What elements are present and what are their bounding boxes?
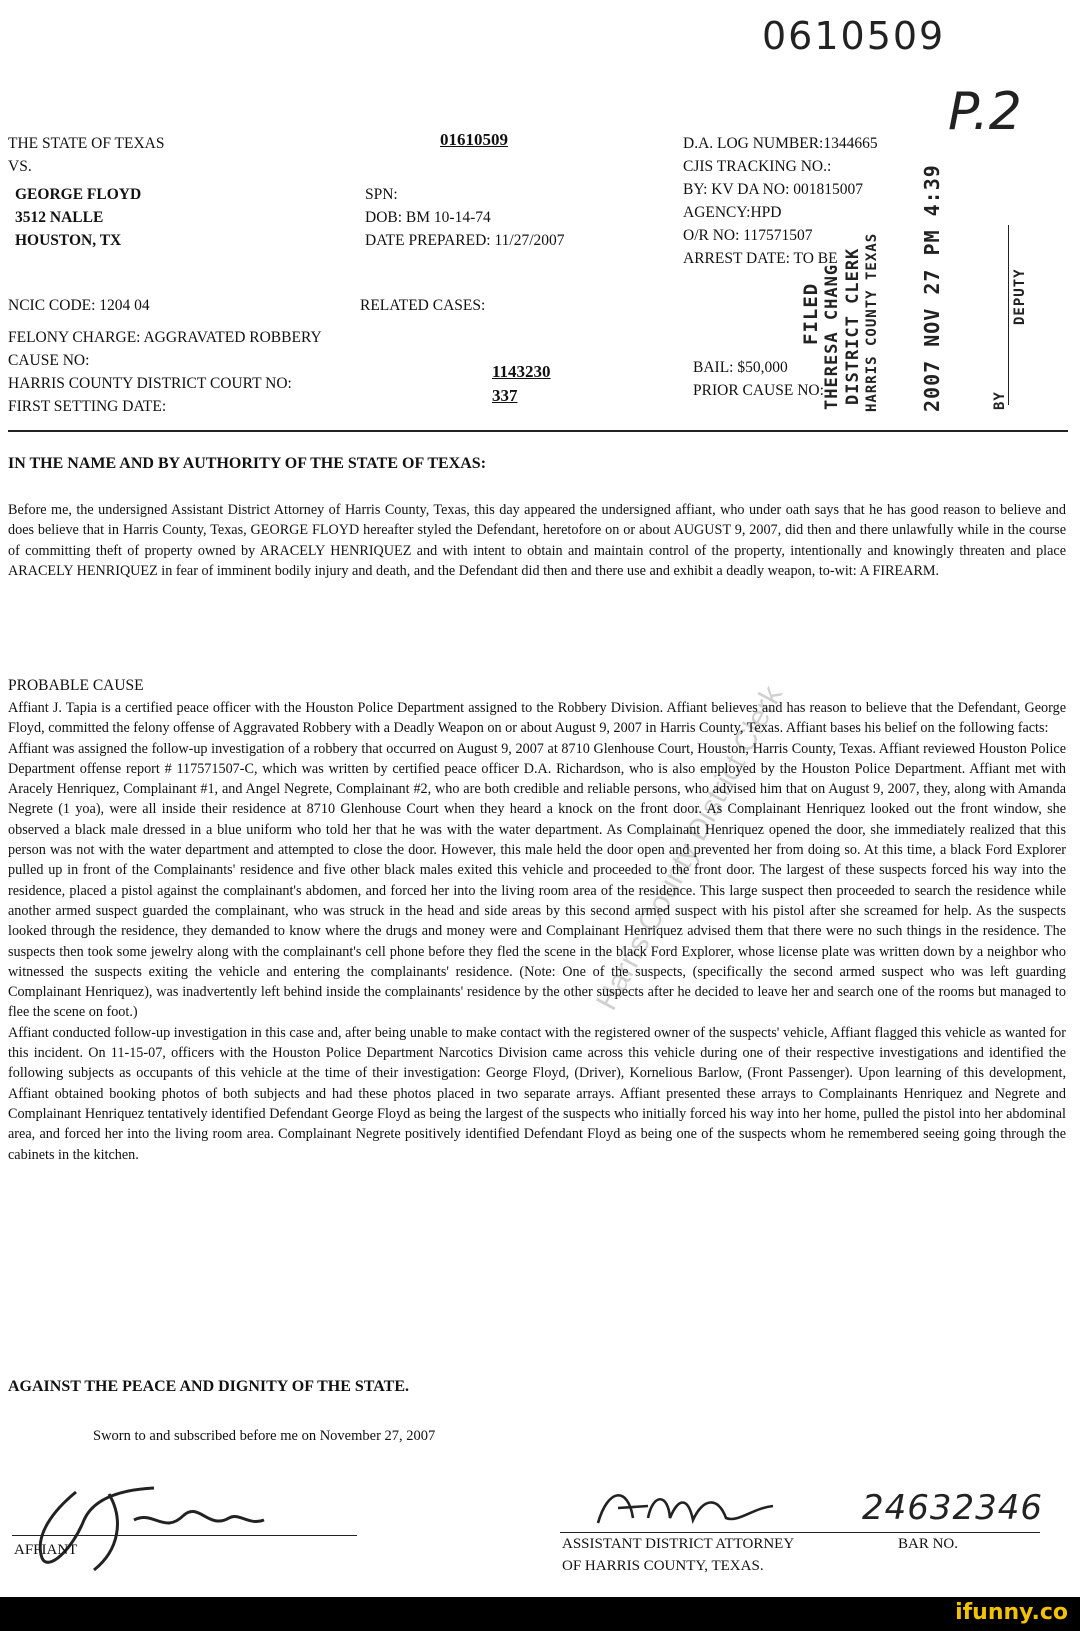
prior-cause: PRIOR CAUSE NO:	[693, 382, 824, 399]
stamp-deputy: DEPUTY	[1012, 268, 1028, 325]
defendant-city: HOUSTON, TX	[15, 232, 122, 249]
by-da-number: BY: KV DA NO: 001815007	[683, 181, 863, 198]
related-cases: RELATED CASES:	[360, 297, 486, 314]
site-watermark: ifunny.co	[955, 1600, 1068, 1625]
footer-bar	[0, 1597, 1080, 1631]
cause-no: CAUSE NO:	[8, 352, 90, 369]
peace-dignity-statement: AGAINST THE PEACE AND DIGNITY OF THE STATE.	[8, 1378, 409, 1395]
date-prepared: DATE PREPARED: 11/27/2007	[365, 232, 565, 249]
handwritten-bar-number: 24632346	[862, 1488, 1044, 1528]
stamp-county: HARRIS COUNTY TEXAS	[864, 232, 880, 412]
versus: VS.	[8, 158, 32, 175]
bar-number-label: BAR NO.	[898, 1536, 959, 1552]
or-number: O/R NO: 117571507	[683, 227, 813, 244]
court-cause-number: 1143230	[492, 362, 551, 381]
intro-paragraph: Before me, the undersigned Assistant District Attorney of Harris County, Texas, this day appeared the undersigned affiant, who under oath says that he has good reason to believe and does believe that in Harris County, Texas, GEORGE FLOYD hereafter styled the Defendant, heretofore on or about AUGUST 9, 2007, did then and there unlawfully while in the course of committing theft of property owned by ARACELY HENRIQUEZ and with intent to obtain and maintain control of the property, intentionally and knowingly threaten and place ARACELY HENRIQUEZ in fear of imminent bodily injury and death, and the Defendant did then and there use and exhibit a deadly weapon, to-wit: A FIREARM.	[8, 502, 1066, 579]
stamp-deputy-line	[1008, 225, 1009, 405]
defendant-name: GEORGE FLOYD	[15, 186, 142, 203]
da-log-number: D.A. LOG NUMBER:1344665	[683, 135, 878, 152]
cjis-tracking: CJIS TRACKING NO.:	[683, 158, 832, 175]
district-court-label: HARRIS COUNTY DISTRICT COURT NO:	[8, 375, 292, 392]
case-number: 01610509	[440, 130, 508, 149]
probable-cause-statement: Affiant J. Tapia is a certified peace officer with the Houston Police Department assigned to the Robbery Division. Affiant believes and has reason to believe that the Defendant, George Floyd, committed the felony offense of Aggravated Robbery with a Deadly Weapon on or about August 9, 2007 in Harris County, Texas. Affiant bases his belief on the following facts:	[8, 700, 1066, 737]
sworn-statement: Sworn to and subscribed before me on November 27, 2007	[93, 1428, 436, 1444]
felony-charge: FELONY CHARGE: AGGRAVATED ROBBERY	[8, 329, 322, 346]
court-number: 337	[492, 386, 518, 405]
header-divider	[8, 430, 1068, 432]
filing-stamp	[0, 0, 1080, 430]
county-label: OF HARRIS COUNTY, TEXAS.	[562, 1558, 764, 1574]
handwritten-page-mark: P.2	[948, 82, 1022, 142]
defendant-street: 3512 NALLE	[15, 209, 104, 226]
agency: AGENCY:HPD	[683, 204, 782, 221]
affiant-label: AFFIANT	[14, 1542, 78, 1558]
stamp-filed: FILED	[800, 282, 822, 345]
handwritten-case-number: 0610509	[762, 14, 946, 58]
affiant-signature-line	[12, 1535, 357, 1536]
authority-heading: IN THE NAME AND BY AUTHORITY OF THE STATE OF TEXAS:	[8, 455, 487, 472]
dob: DOB: BM 10-14-74	[365, 209, 491, 226]
ada-signature	[588, 1478, 778, 1538]
probable-cause-heading: PROBABLE CAUSE	[8, 677, 144, 694]
arrest-date: ARREST DATE: TO BE	[683, 250, 838, 267]
facts-paragraph-2: Affiant conducted follow-up investigation in this case and, after being unable to make contact with the registered owner of the suspects' vehicle, Affiant flagged this vehicle as wanted for this incident. On 11-15-07, officers with the Houston Police Department Narcotics Division came across this vehicle during one of their respective investigations and identified the following subjects as occupants of this vehicle at the time of their investigation: George Floyd, (Driver), Kornelious Barlow, (Front Passenger). Upon learning of this development, Affiant obtained booking photos of both subjects and had these photos placed in two separate arrays. Affiant presented these arrays to Complainants Henriquez and Negrete and Complainant Henriquez tentatively identified Defendant George Floyd as being the largest of the suspects who initially forced his way into her home, pulled the pistol into her abdominal area, and forced her into the living room area. Complainant Negrete positively identified Defendant Floyd as being one of the suspects whom he remembered seeing going through the cabinets in the kitchen.	[8, 1024, 1066, 1163]
ncic-code: NCIC CODE: 1204 04	[8, 297, 150, 314]
ada-signature-line	[560, 1532, 1040, 1533]
facts-paragraph-1: Affiant was assigned the follow-up investigation of a robbery that occurred on August 9, 2007 at 8710 Glenhouse Court, Houston, Harris County, Texas. Affiant reviewed Houston Police Department offense report # 117571507-C, which was written by certified peace officer D.A. Richardson, who is also employed by the Houston Police Department. Affiant met with Aracely Henriquez, Complainant #1, and Angel Negrete, Complainant #2, who are both credible and reliable persons, who advised him that on August 9, 2007, they, along with Amanda Negrete (1 yoa), were all inside their residence at 8710 Glenhouse Court when they heard a knock on the front door. As Complainant Henriquez looked out the front window, she observed a black male dressed in a blue uniform who told her that he was with the water department. As Complainant Henriquez opened the door, she immediately realized that this person was not with the water department and attempted to close the door. However, this male held the door open and prevented her from doing so. At this time, a black Ford Explorer pulled up in front of the Complainants' residence and five other black males exited this vehicle and proceeded to the front door. The largest of these suspects forced his way into the residence, placed a pistol against the complainant's abdomen, and forced her into the living room area of the residence. This large suspect then proceeded to search the residence while another armed suspect guarded the complainant, who was struck in the head and side areas by this second armed suspect with his pistol after she screamed for help. As the suspects looked through the residence, they demanded to know where the drugs and money were and Complainant Henriquez advised them that there were no such things in the residence. The suspects then took some jewelry along with the complainant's cell phone before they fled the scene in the black Ford Explorer, whose license plate was written down by a neighbor who witnessed the suspects exiting the vehicle and entering the complainants' residence. (Note: One of the suspects, (specifically the second armed suspect who was left guarding Complainant Henriquez), was inadvertently left behind inside the complainants' residence by the other suspects after he decided to leave her and search one of the rooms but managed to flee the scene on foot.)	[8, 740, 1066, 1021]
stamp-by: BY	[992, 391, 1008, 410]
stamp-district-clerk: DISTRICT CLERK	[843, 247, 863, 405]
bail-amount: BAIL: $50,000	[693, 359, 788, 376]
affiant-signature	[14, 1480, 274, 1575]
state-of-texas: THE STATE OF TEXAS	[8, 135, 165, 152]
first-setting-date: FIRST SETTING DATE:	[8, 398, 167, 415]
stamp-date: 2007 NOV 27 PM 4:39	[920, 164, 944, 412]
stamp-clerk-name: THERESA CHANG	[822, 263, 842, 410]
clerk-watermark: Harris County District Clerk	[590, 680, 789, 1016]
probable-cause-body	[8, 698, 1066, 1165]
ada-label: ASSISTANT DISTRICT ATTORNEY	[562, 1536, 795, 1552]
spn-label: SPN:	[365, 186, 398, 203]
